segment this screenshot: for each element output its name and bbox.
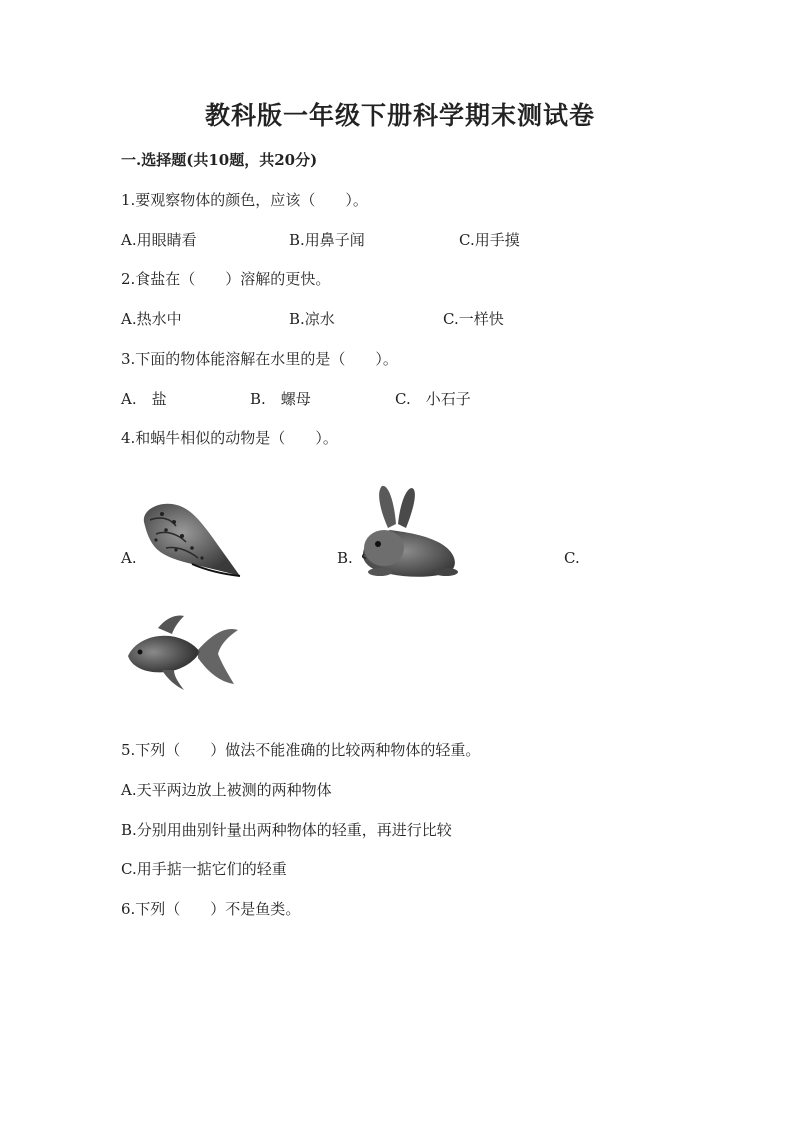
question-3-stem: 3.下面的物体能溶解在水里的是（ ）。 <box>121 350 398 368</box>
goldfish-image <box>122 612 242 692</box>
question-4-option-a: A. <box>121 549 137 567</box>
question-1-stem: 1.要观察物体的颜色，应该（ ）。 <box>121 191 368 209</box>
question-1-option-c: C.用手摸 <box>459 231 520 249</box>
question-4-stem: 4.和蜗牛相似的动物是（ ）。 <box>121 429 338 447</box>
question-1-option-b: B.用鼻子闻 <box>289 231 365 249</box>
question-2-stem: 2.食盐在（ ）溶解的更快。 <box>121 270 331 288</box>
question-5-option-a: A.天平两边放上被测的两种物体 <box>121 781 332 799</box>
exam-title: 教科版一年级下册科学期末测试卷 <box>204 101 595 130</box>
question-5-option-b: B.分别用曲别针量出两种物体的轻重，再进行比较 <box>121 821 452 839</box>
section-heading: 一.选择题(共10题，共20分) <box>121 151 318 169</box>
question-2-option-c: C.一样快 <box>443 310 504 328</box>
question-6-stem: 6.下列（ ）不是鱼类。 <box>121 900 301 918</box>
question-3-option-a: A. 盐 <box>121 390 167 408</box>
question-1-option-a: A.用眼睛看 <box>121 231 197 249</box>
conch-shell-image <box>136 500 244 580</box>
question-2-option-a: A.热水中 <box>121 310 182 328</box>
question-2-option-b: B.凉水 <box>289 310 335 328</box>
rabbit-image <box>350 484 462 580</box>
question-3-option-b: B. 螺母 <box>250 390 311 408</box>
question-5-stem: 5.下列（ ）做法不能准确的比较两种物体的轻重。 <box>121 741 481 759</box>
question-3-option-c: C. 小石子 <box>395 390 471 408</box>
question-4-option-b: B. <box>337 549 353 567</box>
question-5-option-c: C.用手掂一掂它们的轻重 <box>121 860 287 878</box>
question-4-option-c: C. <box>564 549 580 567</box>
